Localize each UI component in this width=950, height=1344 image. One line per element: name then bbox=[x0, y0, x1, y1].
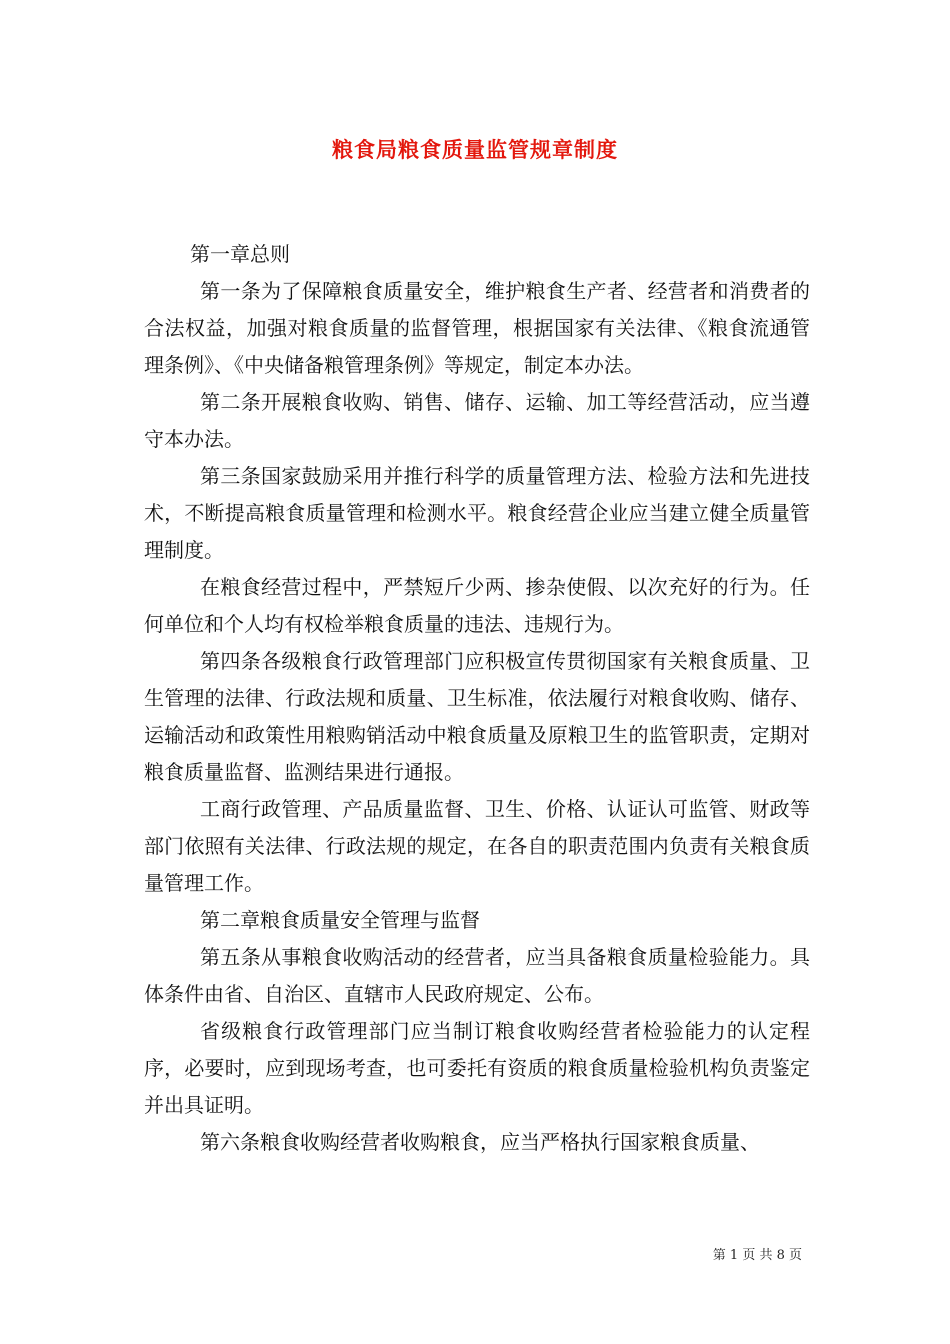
chapter-heading: 第一章总则 bbox=[190, 242, 290, 266]
page-number: 第 1 页 共 8 页 bbox=[712, 1248, 802, 1263]
paragraph: 第一条为了保障粮食质量安全，维护粮食生产者、经营者和消费者的合法权益，加强对粮食质量的监督管理，根据国家有关法律、《粮食流通管理条例》、《中央储备粮管理条例》等规定，制定本办法。 bbox=[144, 279, 810, 377]
paragraph: 第二条开展粮食收购、销售、储存、运输、加工等经营活动，应当遵守本办法。 bbox=[144, 390, 810, 451]
paragraph: 第六条粮食收购经营者收购粮食，应当严格执行国家粮食质量、 bbox=[200, 1130, 760, 1154]
paragraph: 工商行政管理、产品质量监督、卫生、价格、认证认可监管、财政等部门依照有关法律、行政法规的规定，在各自的职责范围内负责有关粮食质量管理工作。 bbox=[144, 797, 810, 895]
paragraph: 第三条国家鼓励采用并推行科学的质量管理方法、检验方法和先进技术，不断提高粮食质量管理和检测水平。粮食经营企业应当建立健全质量管理制度。 bbox=[144, 464, 810, 562]
paragraph: 第四条各级粮食行政管理部门应积极宣传贯彻国家有关粮食质量、卫生管理的法律、行政法规和质量、卫生标准，依法履行对粮食收购、储存、运输活动和政策性用粮购销活动中粮食质量及原粮卫生的监管职责，定期对粮食质量监督、监测结果进行通报。 bbox=[144, 649, 810, 784]
document-title: 粮食局粮食质量监管规章制度 bbox=[332, 137, 618, 162]
paragraph: 省级粮食行政管理部门应当制订粮食收购经营者检验能力的认定程序，必要时，应到现场考查，也可委托有资质的粮食质量检验机构负责鉴定并出具证明。 bbox=[144, 1019, 810, 1117]
document-body bbox=[144, 236, 810, 1161]
paragraph: 在粮食经营过程中，严禁短斤少两、掺杂使假、以次充好的行为。任何单位和个人均有权检举粮食质量的违法、违规行为。 bbox=[144, 575, 810, 636]
chapter-heading: 第二章粮食质量安全管理与监督 bbox=[200, 908, 480, 932]
paragraph: 第五条从事粮食收购活动的经营者，应当具备粮食质量检验能力。具体条件由省、自治区、直辖市人民政府规定、公布。 bbox=[144, 945, 810, 1006]
